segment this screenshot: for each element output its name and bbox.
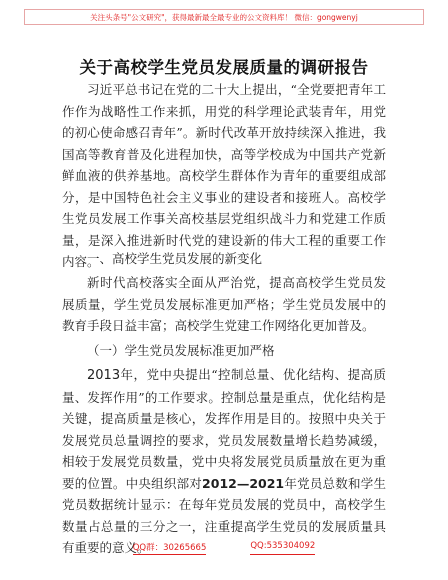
intro-paragraph-block: [62, 79, 386, 273]
subsection-heading-block: [62, 340, 386, 362]
section-paragraph-block: [62, 272, 386, 337]
section-paragraph: 新时代高校落实全面从严治党，提高高校学生党员发展质量，学生党员发展标准更加严格；学生党员发展中的教育手段日益丰富；高校学生党建工作网络化更加普及。: [62, 275, 386, 333]
subsection-text-b: 年党员总数和学生党员数据统计显示：在每年党员发展的党员中，高校学生数量占总量的三分之一，注重提高学生党员的发展质量具有重要的意义。: [62, 475, 386, 555]
banner-text: 关注头条号"公文研究"，获得最新最全最专业的公文资料库！ 微信：gongwenyj: [90, 12, 358, 22]
qq-group-link[interactable]: QQ群：30265665: [132, 543, 207, 553]
section-heading-block: [62, 248, 386, 270]
subsection-text-a: 年，党中央提出“控制总量、优化结构、提高质量、发挥作用”的工作要求。控制总量是重点，优化结构是关键，提高质量是核心，发挥作用是目的。按照中央关于发展党员总量调控的要求，党员发展数量增长趋势减缓，相较于发展党员数量，党中央将发展党员质量放在更为重要的位置。中央组织部对: [62, 367, 386, 491]
year-number: 2013: [87, 368, 121, 383]
top-banner: [24, 9, 424, 25]
intro-paragraph: 习近平总书记在党的二十大上提出，“全党要把青年工作作为战略性工作来抓，用党的科学理论武装青年，用党的初心使命感召青年”。新时代改革开放持续深入推进，我国高等教育普及化进程加快，高等学校成为中国共产党新鲜血液的供养基地。高校学生群体作为青年的重要组成部分，是中国特色社会主义事业的建设者和接班人。高校学生党员发展工作事关高校基层党组织战斗力和党建工作质量，是深入推进新时代党的建设新的伟大工程的重要工作内容。: [62, 82, 386, 269]
subsection-heading: （一）学生党员发展标准更加严格: [87, 343, 275, 358]
subsection-paragraph: [62, 364, 386, 559]
subsection-paragraph-block: [62, 364, 386, 559]
document-title: 关于高校学生党员发展质量的调研报告: [79, 58, 369, 77]
qq-link[interactable]: QQ:535304092: [250, 541, 315, 555]
year-range: 2012—2021: [202, 475, 285, 491]
footer-contact: [0, 541, 448, 555]
section-heading: 一、高校学生党员发展的新变化: [87, 251, 263, 266]
